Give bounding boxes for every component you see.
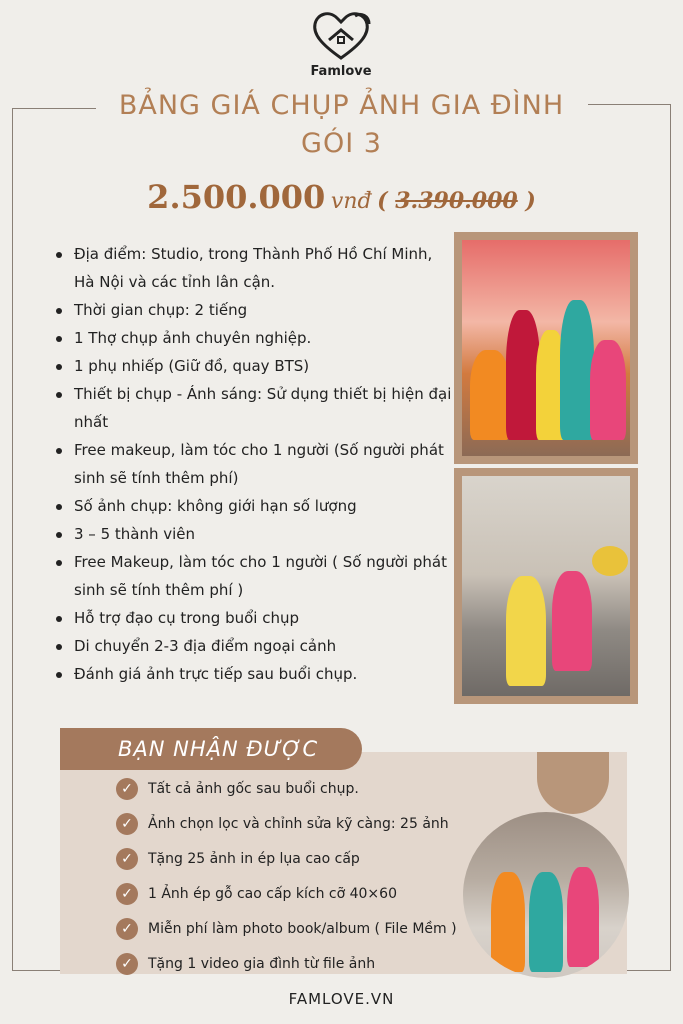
- check-icon: ✓: [116, 953, 138, 975]
- family-photo-2: [454, 468, 638, 704]
- feature-item: Free makeup, làm tóc cho 1 người (Số người phát sinh sẽ tính thêm phí): [56, 436, 456, 492]
- benefit-label: Tặng 1 video gia đình từ file ảnh: [148, 956, 376, 972]
- frame-line-top-right: [588, 104, 671, 105]
- benefit-label: Miễn phí làm photo book/album ( File Mềm ): [148, 921, 457, 937]
- feature-item: 1 Thợ chụp ảnh chuyên nghiệp.: [56, 324, 456, 352]
- feature-item: 3 – 5 thành viên: [56, 520, 456, 548]
- frame-line-right: [670, 104, 671, 970]
- benefit-item: [116, 844, 457, 879]
- feature-item: Di chuyển 2-3 địa điểm ngoại cảnh: [56, 632, 456, 660]
- check-icon: ✓: [116, 848, 138, 870]
- feature-item: 1 phụ nhiếp (Giữ đồ, quay BTS): [56, 352, 456, 380]
- price-old: 3.390.000: [395, 188, 518, 214]
- feature-list: [56, 240, 456, 688]
- benefit-item: [116, 949, 457, 984]
- benefits-title: BẠN NHẬN ĐƯỢC: [60, 728, 362, 770]
- family-photo-3: [463, 812, 629, 978]
- benefit-item: [116, 774, 457, 809]
- price-close: ): [525, 188, 536, 214]
- feature-item: Free Makeup, làm tóc cho 1 người ( Số người phát sinh sẽ tính thêm phí ): [56, 548, 456, 604]
- family-photo-1: [454, 232, 638, 464]
- frame-line-top-left: [12, 108, 96, 109]
- feature-item: Số ảnh chụp: không giới hạn số lượng: [56, 492, 456, 520]
- price-open: (: [377, 188, 388, 214]
- benefit-item: [116, 914, 457, 949]
- benefit-label: Tất cả ảnh gốc sau buổi chụp.: [148, 781, 359, 797]
- footer-site-link[interactable]: FAMLOVE.VN: [288, 990, 395, 1008]
- check-icon: ✓: [116, 778, 138, 800]
- feature-item: Thiết bị chụp - Ánh sáng: Sử dụng thiết bị hiện đại nhất: [56, 380, 456, 436]
- brand-name: Famlove: [310, 64, 372, 79]
- check-icon: ✓: [116, 883, 138, 905]
- page-subtitle: GÓI 3: [301, 128, 382, 159]
- check-icon: ✓: [116, 813, 138, 835]
- benefit-list: [116, 774, 457, 984]
- feature-item: Địa điểm: Studio, trong Thành Phố Hồ Chí Minh, Hà Nội và các tỉnh lân cận.: [56, 240, 456, 296]
- page-title: BẢNG GIÁ CHỤP ẢNH GIA ĐÌNH: [118, 90, 565, 121]
- benefit-label: 1 Ảnh ép gỗ cao cấp kích cỡ 40×60: [148, 886, 397, 902]
- benefit-item: [116, 879, 457, 914]
- heart-house-icon: [311, 10, 371, 62]
- feature-item: Thời gian chụp: 2 tiếng: [56, 296, 456, 324]
- feature-item: Hỗ trợ đạo cụ trong buổi chụp: [56, 604, 456, 632]
- price-unit: vnđ: [330, 189, 372, 214]
- benefit-label: Tặng 25 ảnh in ép lụa cao cấp: [148, 851, 360, 867]
- frame-line-left: [12, 108, 13, 970]
- benefit-label: Ảnh chọn lọc và chỉnh sửa kỹ càng: 25 ảnh: [148, 816, 449, 832]
- feature-item: Đánh giá ảnh trực tiếp sau buổi chụp.: [56, 660, 456, 688]
- price: [0, 178, 683, 216]
- check-icon: ✓: [116, 918, 138, 940]
- price-amount: 2.500.000: [147, 178, 326, 216]
- logo: [305, 10, 377, 79]
- benefit-item: [116, 809, 457, 844]
